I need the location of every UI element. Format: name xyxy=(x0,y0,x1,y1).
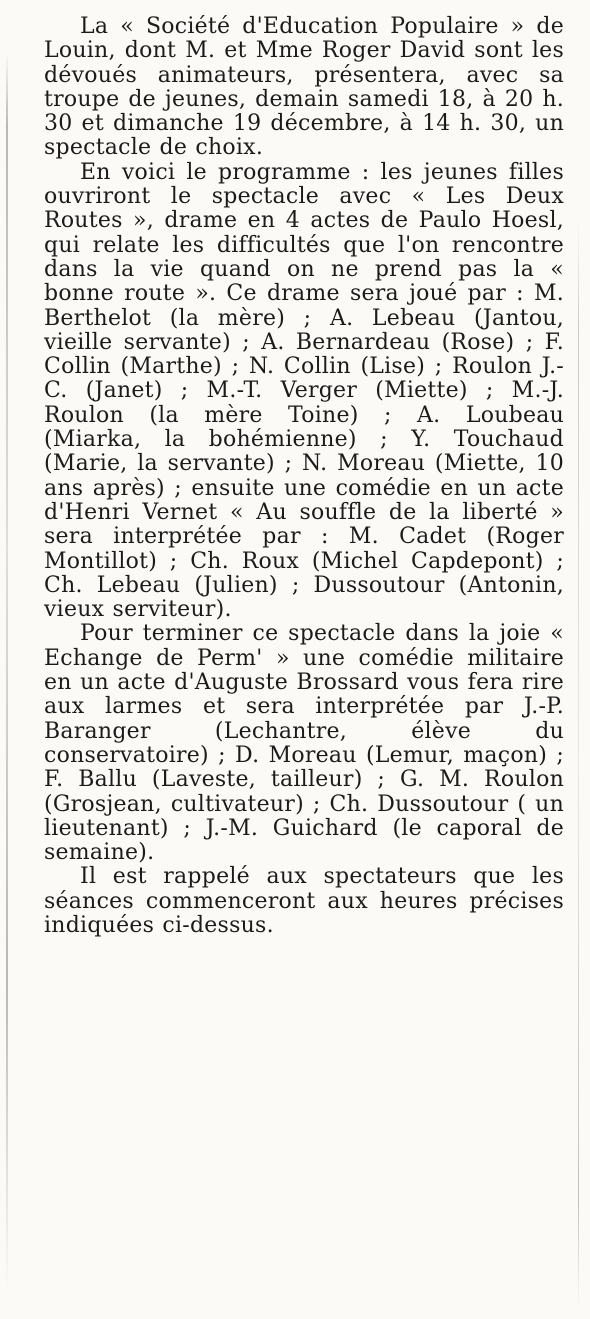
paper-edge-right xyxy=(578,220,579,1310)
article-body xyxy=(44,15,564,938)
article-paragraph-comedy: Pour terminer ce spectacle dans la joie « Echange de Perm' » une comédie militaire en un acte d'Auguste Brossard vous fera rire aux larmes et sera interprétée par J.-P. Baranger (Lechantre, élève du conservatoire) ; D. Moreau (Lemur, maçon) ; F. Ballu (Laveste, tailleur) ; G. M. Roulon (Grosjean, cultivateur) ; Ch. Dussoutour ( un lieutenant) ; J.-M. Guichard (le caporal de semaine). xyxy=(44,621,564,866)
article-paragraph-programme: En voici le programme : les jeunes filles ouvriront le spectacle avec « Les Deux Routes », drame en 4 actes de Paulo Hoesl, qui relate les difficultés que l'on rencontre dans la vie quand on ne prend pas la « bonne route ». Ce drame sera joué par : M. Berthelot (la mère) ; A. Lebeau (Jantou, vieille servante) ; A. Bernardeau (Rose) ; F. Collin (Marthe) ; N. Collin (Lise) ; Roulon J.-C. (Janet) ; M.-T. Verger (Miette) ; M.-J. Roulon (la mère Toine) ; A. Loubeau (Miarka, la bohémienne) ; Y. Touchaud (Marie, la servante) ; N. Moreau (Miette, 10 ans après) ; ensuite une comédie en un acte d'Henri Vernet « Au souffle de la liberté » sera interprétée par : M. Cadet (Roger Montillot) ; Ch. Roux (Michel Capdepont) ; Ch. Lebeau (Julien) ; Dussoutour (Antonin, vieux serviteur). xyxy=(44,159,564,623)
article-paragraph-intro: La « Société d'Education Populaire » de Louin, dont M. et Mme Roger David sont les dévoués animateurs, présentera, avec sa troupe de jeunes, demain samedi 18, à 20 h. 30 et dimanche 19 décembre, à 14 h. 30, un spectacle de choix. xyxy=(44,14,564,161)
article-paragraph-reminder: Il est rappelé aux spectateurs que les séances commenceront aux heures précises indiquées ci-dessus. xyxy=(44,864,564,938)
paper-edge-left xyxy=(6,52,8,1292)
